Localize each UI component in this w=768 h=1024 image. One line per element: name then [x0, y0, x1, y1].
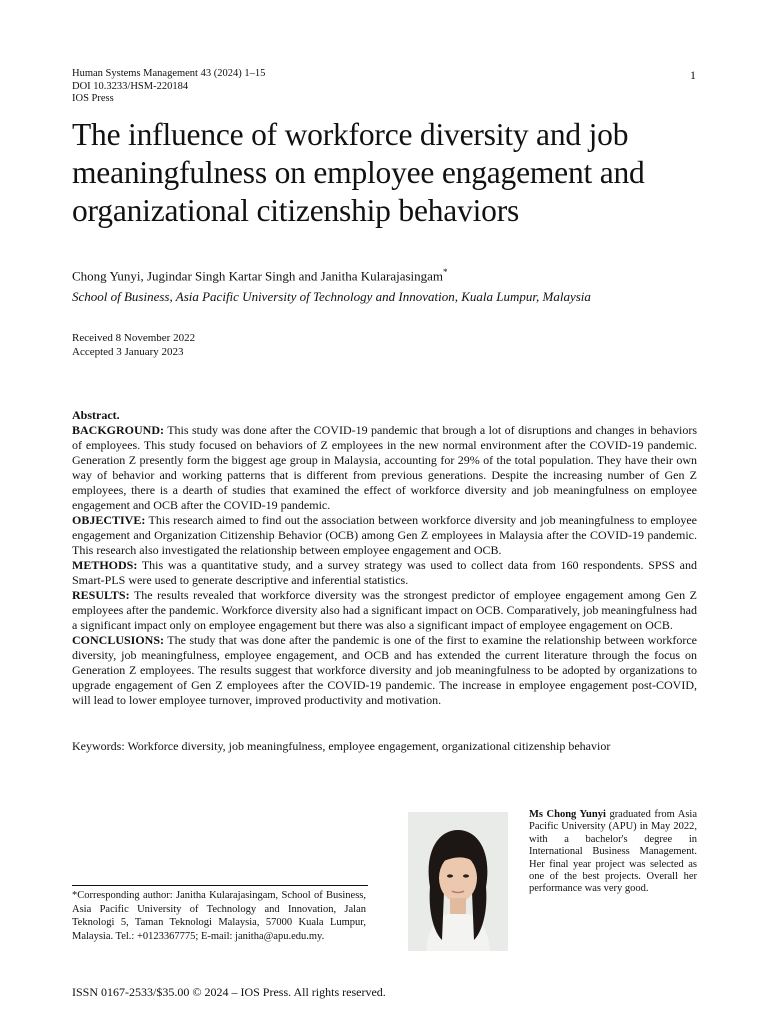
- bio-author-name: Ms Chong Yunyi: [529, 809, 606, 820]
- page-number: 1: [690, 68, 696, 82]
- corresponding-author-mark: *: [443, 267, 448, 277]
- author-portrait-image: [408, 812, 508, 951]
- paper-title: The influence of workforce diversity and job meaningfulness on employee engagement and organizational citizenship behaviors: [72, 117, 645, 228]
- publisher-line: IOS Press: [72, 93, 114, 104]
- keywords: Keywords: Workforce diversity, job meaningfulness, employee engagement, organizational citizenship behavior: [72, 739, 611, 753]
- abstract-conclusions: CONCLUSIONS: The study that was done after the pandemic is one of the first to examine the relationship between workforce diversity, job meaningfulness, employee engagement, and OCB and has extended the current literature through the focus on Generation Z employees. The results suggest that workforce diversity and job meaningfulness to be adopted by organizations to upgrade engagement of Gen Z employees after the COVID-19 pandemic. The increase in employee engagement post-COVID, will lead to lower employee turnover, improved productivity and motivation.: [72, 633, 697, 707]
- journal-header: [72, 68, 265, 106]
- abstract: [72, 408, 697, 708]
- received-date: Received 8 November 2022: [72, 332, 196, 344]
- author-biography: [529, 809, 697, 896]
- doi-line: DOI 10.3233/HSM-220184: [72, 80, 189, 92]
- author-photo: [408, 812, 508, 951]
- issn-footer: ISSN 0167-2533/$35.00 © 2024 – IOS Press. All rights reserved.: [72, 985, 386, 999]
- corresponding-author-footnote: *Corresponding author: Janitha Kularajasingam, School of Business, Asia Pacific University of Technology and Innovation, Jalan Teknologi 5, Taman Teknologi Malaysia, 57000 Kuala Lumpur, Malaysia. Tel.: +0123367775; E-mail: janitha@apu.edu.my.: [72, 890, 366, 942]
- submission-dates: [72, 331, 195, 359]
- abstract-objective: OBJECTIVE: This research aimed to find out the association between workforce diversity and job meaningfulness to employee engagement and Organization Citizenship Behavior (OCB) among Gen Z employees in Malaysia after the COVID-19 pandemic. This research also investigated the relationship between employee engagement and OCB.: [72, 513, 697, 557]
- accepted-date: Accepted 3 January 2023: [72, 346, 184, 358]
- footnote-divider: [72, 885, 368, 886]
- author-list: [72, 267, 448, 284]
- abstract-methods: METHODS: This was a quantitative study, and a survey strategy was used to collect data from 160 respondents. SPSS and Smart-PLS were used to generate descriptive and inferential statistics.: [72, 558, 697, 587]
- abstract-results: RESULTS: The results revealed that workforce diversity was the strongest predictor of employee engagement among Gen Z employees after the pandemic. Workforce diversity also had a significant impact on OCB. Comparatively, job meaningfulness had a significant impact only on employee engagement but there was also a significant impact of employee engagement on OCB.: [72, 588, 697, 632]
- abstract-background: BACKGROUND: This study was done after the COVID-19 pandemic that brough a lot of disruptions and changes in behaviors of employees. This study focused on behaviors of Z employees in the new normal environment after the COVID-19 pandemic. Generation Z presently form the biggest age group in Malaysia, accounting for 29% of the total population. They have their own way of behavior and working patterns that is different from previous generations. Despite the increasing number of Gen Z employees, there is a dearth of studies that examined the effect of workforce diversity and job meaningfulness on employee engagement and OCB after the COVID-19 pandemic.: [72, 423, 697, 512]
- affiliation: School of Business, Asia Pacific University of Technology and Innovation, Kuala Lumpur, Malaysia: [72, 289, 591, 304]
- author-names: Chong Yunyi, Jugindar Singh Kartar Singh and Janitha Kularajasingam: [72, 268, 444, 284]
- journal-line: Human Systems Management 43 (2024) 1–15: [72, 68, 266, 79]
- abstract-heading: Abstract.: [72, 408, 120, 422]
- bio-text: graduated from Asia Pacific University (APU) in May 2022, with a bachelor's degree in International Business Management. Her final year project was selected as one of the best projects. Overall her performance was very good.: [529, 809, 697, 895]
